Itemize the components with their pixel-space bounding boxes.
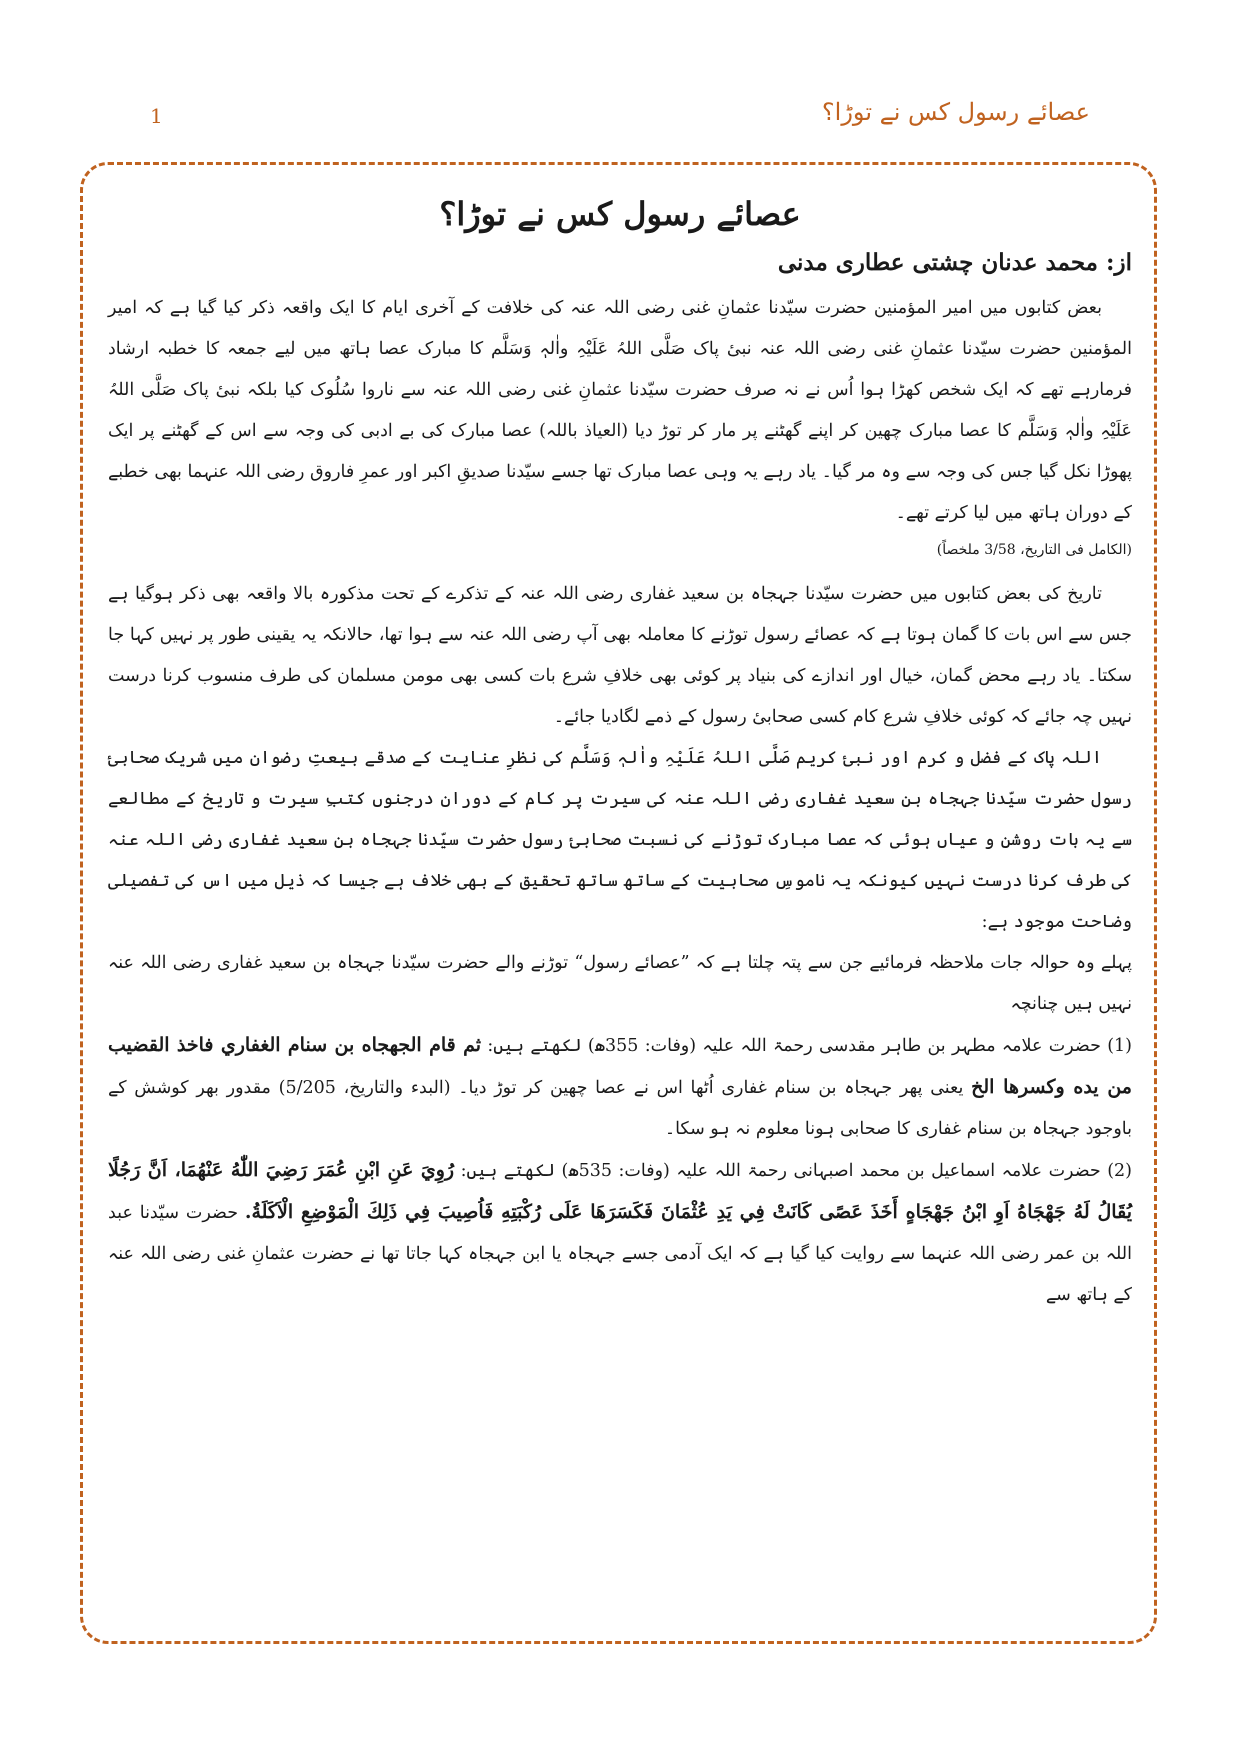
article-body bbox=[108, 178, 1132, 1634]
paragraph-2: تاریخ کی بعض کتابوں میں حضرت سیّدنا جہجاہ بن سعید غفاری رضی اللہ عنہ کے تذکرے کے تحت مذکورہ بالا واقعہ بھی ذکر ہوگیا ہے جس سے اس بات کا گمان ہوتا ہے کہ عصائے رسول توڑنے کا معاملہ بھی آپ رضی اللہ عنہ سے ہوا تھا، حالانکہ یہ یقینی طور پر نہیں کہا جا سکتا۔ یاد رہے محض گمان، خیال اور اندازے کی بنیاد پر کوئی بھی خلافِ شرع بات کسی بھی مومن مسلمان کی طرف منسوب کرنا درست نہیں چہ جائے کہ کوئی خلافِ شرع کام کسی صحابیٔ رسول کے ذمے لگادیا جائے۔ bbox=[108, 584, 1132, 727]
author-line: از: محمد عدنان چشتی عطاری مدنی bbox=[777, 249, 1132, 276]
reference-1 bbox=[108, 1025, 1132, 1150]
running-title: عصائے رسول کس نے توڑا؟ bbox=[821, 98, 1090, 126]
citation-1: (الکامل فی التاریخ، 3/58 ملخصاً) bbox=[936, 542, 1132, 558]
reference-2 bbox=[108, 1150, 1132, 1316]
article-title: عصائے رسول کس نے توڑا؟ bbox=[439, 195, 801, 233]
reference-1-intro: (1) حضرت علامہ مطہر بن طاہر مقدسی رحمۃ اللہ علیہ (وفات: 355ھ) لکھتے ہیں: bbox=[487, 1036, 1132, 1056]
page-number: 1 bbox=[150, 104, 163, 128]
reference-1-arabic: ثم قام الجهجاه بن سنام الغفاري فاخذ القضيب من يده وكسرها الخ bbox=[108, 1034, 1132, 1098]
paragraph-3: اللہ پاک کے فضل و کرم اور نبیٔ کریم صَلَّی اللہُ عَلَیْہِ واٰلہٖ وَسَلَّم کی نظرِ عنایت کے صدقے بیعتِ رضوان میں شریک صحابیٔ رسول حضرت سیّدنا جہجاہ بن سعید غفاری رضی اللہ عنہ کی سیرت پر کام کے دوران درجنوں کتبِ سیرت و تاریخ کے مطالعے سے یہ بات روشن و عیاں ہوئی کہ عصا مبارک توڑنے کی نسبت صحابیٔ رسول حضرت سیّدنا جہجاہ بن سعید غفاری رضی اللہ عنہ کی طرف کرنا درست نہیں کیونکہ یہ ناموسِ صحابیت کے ساتھ ساتھ تحقیق کے بھی خلاف ہے جیسا کہ ذیل میں اس کی تفصیلی وضاحت موجود ہے: bbox=[108, 748, 1132, 932]
reference-1-text: یعنی پھر جہجاہ بن سنام غفاری اُٹھا اس نے عصا چھین کر توڑ دیا۔ (البدء والتاریخ، 5/205) مقدور بھر کوشش کے باوجود جہجاہ بن سنام غفاری کا صحابی ہونا معلوم نہ ہو سکا۔ bbox=[108, 1078, 1132, 1139]
paragraph-1: بعض کتابوں میں امیر المؤمنین حضرت سیّدنا عثمانِ غنی رضی اللہ عنہ کی خلافت کے آخری ایام کا ایک واقعہ ذکر کیا گیا ہے کہ امیر المؤمنین حضرت سیّدنا عثمانِ غنی رضی اللہ عنہ نبیٔ پاک صَلَّی اللہُ عَلَیْہِ واٰلہٖ وَسَلَّم کا مبارک عصا ہاتھ میں لیے جمعہ کا خطبہ ارشاد فرمارہے تھے کہ ایک شخص کھڑا ہوا اُس نے نہ صرف حضرت سیّدنا عثمانِ غنی رضی اللہ عنہ سے ناروا سُلُوک کیا بلکہ نبیٔ پاک صَلَّی اللہُ عَلَیْہِ واٰلہٖ وَسَلَّم کا عصا مبارک چھین کر اپنے گھٹنے پر مار کر توڑ دیا (العیاذ باللہ) عصا مبارک کی بے ادبی کی وجہ سے اس کے گھٹنے پر ایک پھوڑا نکل گیا جس کی وجہ سے وہ مر گیا۔ یاد رہے یہ وہی عصا مبارک تھا جسے سیّدنا صدیقِ اکبر اور عمرِ فاروق رضی اللہ عنہما بھی خطبے کے دوران ہاتھ میں لیا کرتے تھے۔ bbox=[108, 298, 1132, 523]
reference-2-text: حضرت سیّدنا عبد اللہ بن عمر رضی اللہ عنہما سے روایت کیا گیا ہے کہ ایک آدمی جسے جہجاہ یا ابن جہجاہ کہا جاتا تھا نے حضرت عثمانِ غنی رضی اللہ عنہ کے ہاتھ سے bbox=[108, 1203, 1132, 1305]
reference-2-intro: (2) حضرت علامہ اسماعیل بن محمد اصبہانی رحمۃ اللہ علیہ (وفات: 535ھ) لکھتے ہیں: bbox=[460, 1161, 1132, 1181]
reference-2-arabic: رُوِيَ عَنِ ابْنِ عُمَرَ رَضِيَ اللّٰهُ عَنْهُمَا، اَنَّ رَجُلًا يُقَالُ لَهُ جَهْجَاهُ اَوِ ابْنُ جَهْجَاهٍ أَخَذَ عَصًى كَانَتْ فِي يَدِ عُثْمَانَ فَكَسَرَهَا عَلَى رُكْبَتِهِ فَاُصِيبَ فِي ذَلِكَ الْمَوْضِعِ الْاَكَلَةُ. bbox=[108, 1159, 1132, 1223]
paragraph-4: پہلے وہ حوالہ جات ملاحظہ فرمائیے جن سے پتہ چلتا ہے کہ ”عصائے رسول“ توڑنے والے حضرت سیّدنا جہجاہ بن سعید غفاری رضی اللہ عنہ نہیں ہیں چنانچہ bbox=[108, 953, 1132, 1014]
page-header bbox=[150, 98, 1090, 138]
